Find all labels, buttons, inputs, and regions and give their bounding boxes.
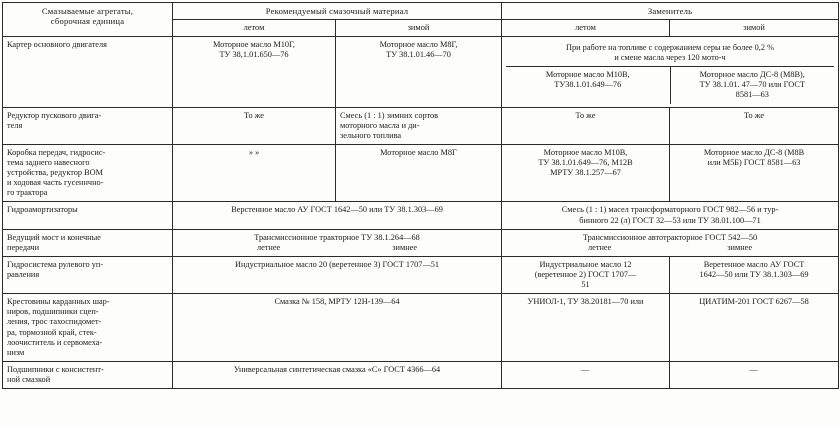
row3-sub-summer-l2: ТУ 38.1.01.649—76, М12В: [538, 158, 633, 168]
row1-sub-winter-l3: 8581—63: [735, 90, 769, 100]
row1-rec-summer: [173, 37, 336, 108]
row3-unit-l5: го трактора: [7, 188, 48, 198]
row7-unit-l3: ления, трос тахоспидомет-: [7, 317, 102, 327]
table-row: [3, 229, 839, 256]
row1-substitute: [502, 37, 839, 108]
row1-sub-summer-l2: ТУ38.1.01.649—76: [554, 80, 622, 90]
row3-unit-l3: устройства, редуктор ВОМ: [7, 168, 104, 178]
row8-sub-summer: —: [502, 361, 670, 388]
row7-rec: Смазка № 158, МРТУ 12Н-139—64: [173, 294, 502, 362]
row1-rec-summer-l1: Моторное масло М10Г,: [212, 40, 295, 50]
row7-unit: [3, 294, 173, 362]
row5-rec-winter-label: зимнее: [392, 242, 418, 252]
row1-rec-winter-l2: ТУ 38.1.01.46—70: [386, 50, 451, 60]
table-body: [3, 37, 839, 389]
row2-rec-winter: [336, 107, 502, 144]
row6-sub-summer-l1: Индустриальное масло 12: [539, 259, 632, 269]
row5-rec: [173, 229, 502, 256]
header-recommended: Рекомендуемый смазочный материал: [173, 3, 502, 20]
row2-rec-winter-l3: зельного топлива: [340, 130, 402, 140]
row2-rec-winter-l2: моторного масла и ди-: [340, 120, 420, 130]
row5-unit-l2: передачи: [7, 242, 40, 252]
lubrication-table: [2, 2, 839, 389]
row3-sub-summer-l3: МРТУ 38.1.257—67: [550, 168, 621, 178]
header-units-line1: Смазываемые агрегаты,: [41, 6, 134, 16]
row1-rec-winter-l1: Моторное масло М8Г,: [379, 40, 458, 50]
document-page: [0, 2, 840, 427]
row1-rec-winter: [336, 37, 502, 108]
header-rec-winter: зимой: [336, 20, 502, 37]
row7-unit-l4: ра, тормозной край, стек-: [7, 327, 97, 337]
row3-unit-l2: тема заднего навесного: [7, 158, 90, 168]
row2-unit-l2: теля: [7, 120, 23, 130]
row5-sub-summer-label: летнее: [588, 242, 612, 252]
row1-sub-winter-l1: Моторное масло ДС-8 (М8В),: [699, 70, 805, 80]
row2-unit: [3, 107, 173, 144]
row6-sub-winter-l1: Веретенное масло АУ ГОСТ: [703, 259, 805, 269]
header-rec-summer: летом: [173, 20, 336, 37]
header-sub-summer: летом: [502, 20, 670, 37]
row7-unit-l5: лоочиститель и сервомеха-: [7, 337, 103, 347]
table-row: [3, 294, 839, 362]
row5-sub-winter-label: зимнее: [727, 242, 753, 252]
row1-sub-note: [506, 40, 834, 66]
row6-sub-winter: [670, 256, 839, 293]
row4-rec: Верстенное масло АУ ГОСТ 1642—50 или ТУ 38.1.303—69: [173, 202, 502, 229]
table-header: [3, 3, 839, 37]
row1-sub-winter-l2: ТУ 38.1.01. 47—70 или ГОСТ: [699, 80, 805, 90]
row6-unit: [3, 256, 173, 293]
row3-unit-l4: и ходовая часть гусеннчно-: [7, 178, 104, 188]
row6-unit-l2: равления: [7, 270, 40, 280]
table-row: [3, 361, 839, 388]
row1-unit: Картер основного двигателя: [3, 37, 173, 108]
header-units: [3, 3, 173, 37]
row7-unit-l2: ниров, подшипники сцеп-: [7, 307, 99, 317]
row5-sub-l1: Трансмиссионное автотракторное ГОСТ 542—50: [582, 232, 758, 242]
row3-rec-winter: Моторное масло М8Г: [336, 144, 502, 202]
row3-sub-winter-l1: Моторное масло ДС-8 (М8В: [703, 147, 805, 157]
row5-unit: [3, 229, 173, 256]
row6-sub-summer: [502, 256, 670, 293]
row5-rec-summer-label: летнее: [256, 242, 281, 252]
row7-unit-l6: низм: [7, 347, 25, 357]
row3-sub-summer: [502, 144, 670, 202]
header-row-groups: [3, 3, 839, 20]
row7-sub-winter: ЦИАТИМ-201 ГОСТ 6267—58: [670, 294, 839, 362]
row8-unit-l1: Подшипники с консистент-: [7, 364, 104, 374]
row6-sub-summer-l2: (веретенное 2) ГОСТ 1707—: [534, 270, 637, 280]
row6-sub-winter-l2: 1642—50 или ТУ 38.1.303—69: [699, 270, 809, 280]
row3-sub-summer-l1: Моторное масло М10В,: [543, 147, 628, 157]
table-row: [3, 202, 839, 229]
row6-sub-summer-l3: 51: [581, 280, 590, 290]
row5-rec-seasons: [177, 243, 497, 253]
row2-rec-winter-l1: Смесь (1 : 1) зимних сортов: [340, 110, 439, 120]
table-row: [3, 144, 839, 202]
row4-unit: Гидроамортизаторы: [3, 202, 173, 229]
table-row: [3, 37, 839, 108]
row2-sub-winter: То же: [670, 107, 839, 144]
row6-unit-l1: Гидросистема рулевого уп-: [7, 259, 104, 269]
header-sub-winter: зимой: [670, 20, 839, 37]
table-row: [3, 256, 839, 293]
row2-rec-summer: То же: [173, 107, 336, 144]
row1-sub-note-l2: и смене масла через 120 мото-ч: [614, 53, 726, 63]
row6-rec: Индустриальное масло 20 (веретенное 3) ГОСТ 1707—51: [173, 256, 502, 293]
row5-unit-l1: Ведущий мост и конечные: [7, 232, 101, 242]
row5-sub: [502, 229, 839, 256]
row8-rec: Универсальная синтетическая смазка «С» ГОСТ 4366—64: [173, 361, 502, 388]
row4-sub-l1: Смесь (1 : 1) масел трансформаторного ГОСТ 982—56 и тур-: [561, 205, 779, 215]
row5-rec-l1: Трансмиссионное тракторное ТУ 38.1.264—68: [254, 232, 420, 242]
row8-sub-winter: —: [670, 361, 839, 388]
row3-rec-summer: » »: [173, 144, 336, 202]
row1-sub-seasons: [506, 66, 834, 103]
row3-unit: [3, 144, 173, 202]
row7-sub-summer: УНИОЛ-1, ТУ 38.20181—70 или: [502, 294, 670, 362]
row4-sub: [502, 202, 839, 229]
row1-sub-winter: [670, 67, 835, 103]
row7-unit-l1: Крестовины карданных шар-: [7, 297, 110, 307]
row1-sub-note-l1: При работе на топливе с содержанием серы не более 0,2 %: [566, 43, 775, 53]
row1-sub-summer: [506, 67, 670, 103]
header-substitute: Заменитель: [502, 3, 839, 20]
row2-unit-l1: Редуктор пускового двига-: [7, 110, 102, 120]
row3-unit-l1: Коробка передач, гидросис-: [7, 147, 106, 157]
row8-unit-l2: ной смазкой: [7, 375, 51, 384]
header-units-line2: сборочная единица: [50, 16, 125, 27]
row1-rec-summer-l2: ТУ 38,1.01.650—76: [219, 50, 289, 60]
row8-unit: [3, 361, 173, 388]
row3-sub-winter: [670, 144, 839, 202]
row3-sub-winter-l2: или М5Б) ГОСТ 8581—63: [707, 158, 801, 168]
row2-sub-summer: То же: [502, 107, 670, 144]
row1-sub-summer-l1: Моторное масло М10В,: [545, 70, 630, 80]
table-row: [3, 107, 839, 144]
row5-sub-seasons: [506, 243, 834, 253]
row4-sub-l2: бинного 22 (л) ГОСТ 32—53 или ТУ 38.01.100—71: [579, 215, 761, 225]
